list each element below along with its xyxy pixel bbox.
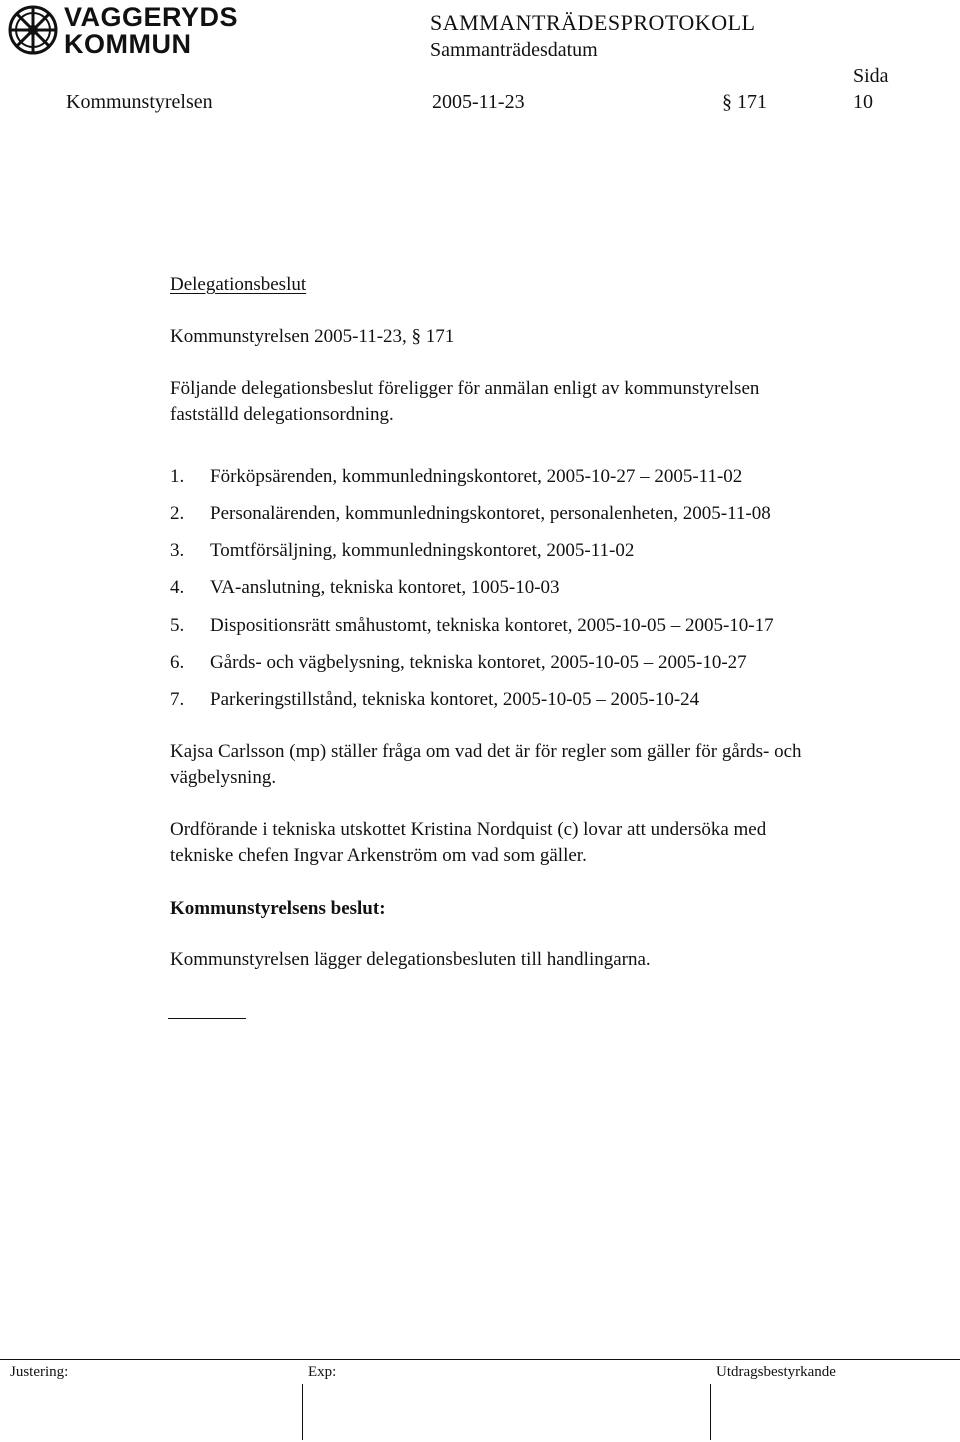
footer-divider xyxy=(0,1359,960,1360)
list-item: Personalärenden, kommunledningskontoret, personalenheten, 2005-11-08 xyxy=(210,503,771,524)
list-item-number: 5. xyxy=(170,615,185,636)
paragraph-2-line-2: tekniske chefen Ingvar Arkenström om vad som gäller. xyxy=(170,845,587,866)
decision-text: Kommunstyrelsen lägger delegationsbesluten till handlingarna. xyxy=(170,949,651,970)
decision-heading: Kommunstyrelsens beslut: xyxy=(170,898,386,919)
paragraph-1-line-2: vägbelysning. xyxy=(170,767,277,788)
footer-column-separator xyxy=(710,1384,711,1440)
page-number: 10 xyxy=(853,91,873,113)
municipality-logo-text xyxy=(64,4,238,58)
list-item-number: 4. xyxy=(170,577,185,598)
list-item-number: 1. xyxy=(170,466,185,487)
footer-column-separator xyxy=(302,1384,303,1440)
intro-line-1: Följande delegationsbeslut föreligger för anmälan enligt av kommunstyrelsen xyxy=(170,378,760,399)
list-item: Parkeringstillstånd, tekniska kontoret, 2005-10-05 – 2005-10-24 xyxy=(210,689,700,710)
list-item-number: 6. xyxy=(170,652,185,673)
list-item-number: 3. xyxy=(170,540,185,561)
meeting-date-label: Sammanträdesdatum xyxy=(430,39,598,61)
paragraph-number: § 171 xyxy=(722,91,767,113)
list-item: VA-anslutning, tekniska kontoret, 1005-10-03 xyxy=(210,577,560,598)
list-item: Förköpsärenden, kommunledningskontoret, 2005-10-27 – 2005-11-02 xyxy=(210,466,743,487)
section-end-divider xyxy=(168,1018,246,1019)
committee-name: Kommunstyrelsen xyxy=(66,91,213,113)
document-title: SAMMANTRÄDESPROTOKOLL xyxy=(430,10,756,35)
page-label: Sida xyxy=(853,65,889,87)
list-item-number: 7. xyxy=(170,689,185,710)
footer-justering-label: Justering: xyxy=(10,1364,69,1380)
meeting-date: 2005-11-23 xyxy=(432,91,525,113)
section-heading: Delegationsbeslut xyxy=(170,274,307,295)
intro-line-2: fastställd delegationsordning. xyxy=(170,404,394,425)
list-item: Gårds- och vägbelysning, tekniska kontoret, 2005-10-05 – 2005-10-27 xyxy=(210,652,747,673)
list-item: Dispositionsrätt småhustomt, tekniska kontoret, 2005-10-05 – 2005-10-17 xyxy=(210,615,774,636)
section-reference: Kommunstyrelsen 2005-11-23, § 171 xyxy=(170,326,455,347)
wheel-emblem-icon xyxy=(8,5,58,55)
paragraph-2-line-1: Ordförande i tekniska utskottet Kristina Nordquist (c) lovar att undersöka med xyxy=(170,819,767,840)
paragraph-1-line-1: Kajsa Carlsson (mp) ställer fråga om vad det är för regler som gäller för gårds- och xyxy=(170,741,802,762)
logo-line-2: KOMMUN xyxy=(64,29,192,59)
footer-exp-label: Exp: xyxy=(308,1364,337,1380)
logo-line-1: VAGGERYDS xyxy=(64,2,239,32)
list-item-number: 2. xyxy=(170,503,185,524)
footer-utdrag-label: Utdragsbestyrkande xyxy=(716,1364,836,1380)
list-item: Tomtförsäljning, kommunledningskontoret, 2005-11-02 xyxy=(210,540,635,561)
